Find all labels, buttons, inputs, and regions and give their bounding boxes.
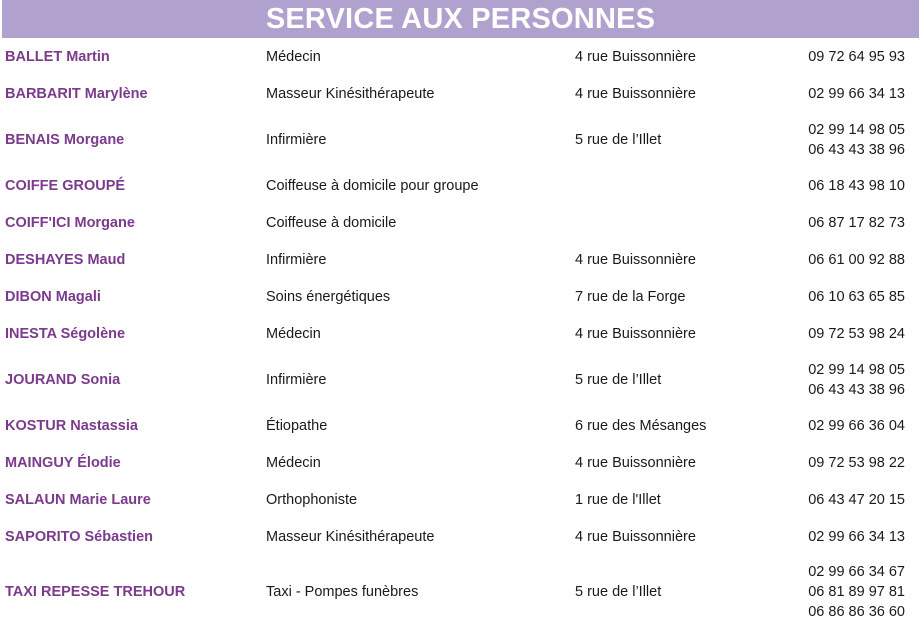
contact-address: 4 rue Buissonnière — [575, 85, 696, 102]
directory-row — [0, 352, 923, 407]
contact-profession: Médecin — [266, 454, 321, 471]
contact-profession: Soins énergétiques — [266, 288, 391, 305]
phone-number: 02 99 14 98 05 — [808, 361, 905, 378]
contact-phones — [808, 112, 905, 167]
contact-name: BENAIS Morgane — [5, 131, 125, 148]
contact-name: BALLET Martin — [5, 48, 110, 65]
contact-profession: Orthophoniste — [266, 491, 358, 508]
contact-profession: Médecin — [266, 325, 321, 342]
contact-profession: Infirmière — [266, 251, 327, 268]
directory-row — [0, 407, 923, 444]
contact-address: 5 rue de l’Illet — [575, 584, 662, 600]
contact-phones — [808, 407, 905, 444]
contact-address: 4 rue Buissonnière — [575, 454, 696, 471]
contact-phones — [808, 204, 905, 241]
directory-row — [0, 278, 923, 315]
phone-number: 06 43 47 20 15 — [808, 491, 905, 508]
directory-row — [0, 167, 923, 204]
phone-number: 06 18 43 98 10 — [808, 177, 905, 194]
contact-phones — [808, 241, 905, 278]
phone-number: 09 72 53 98 24 — [808, 325, 905, 342]
contact-phones — [808, 555, 905, 629]
contact-name: TAXI REPESSE TREHOUR — [5, 584, 186, 600]
contact-address: 4 rue Buissonnière — [575, 251, 696, 268]
contact-name: BARBARIT Marylène — [5, 85, 148, 102]
contact-profession: Coiffeuse à domicile — [266, 214, 397, 231]
contact-phones — [808, 75, 905, 112]
phone-number: 06 81 89 97 81 — [808, 584, 905, 600]
contact-address: 6 rue des Mésanges — [575, 417, 707, 434]
contact-address: 4 rue Buissonnière — [575, 325, 696, 342]
phone-number: 09 72 53 98 22 — [808, 454, 905, 471]
directory-row — [0, 75, 923, 112]
phone-number: 02 99 66 34 67 — [808, 564, 905, 580]
contact-name: INESTA Ségolène — [5, 325, 126, 342]
phone-number: 09 72 64 95 93 — [808, 48, 905, 65]
contact-address: 5 rue de l’Illet — [575, 131, 662, 148]
directory-list — [0, 38, 923, 629]
phone-number: 06 43 43 38 96 — [808, 381, 905, 398]
page-title: SERVICE AUX PERSONNES — [2, 0, 919, 38]
directory-row — [0, 204, 923, 241]
contact-name: DIBON Magali — [5, 288, 101, 305]
phone-number: 02 99 66 34 13 — [808, 528, 905, 545]
contact-address: 1 rue de l'Illet — [575, 491, 661, 508]
phone-number: 06 86 86 36 60 — [808, 604, 905, 620]
contact-name: SALAUN Marie Laure — [5, 491, 151, 508]
contact-phones — [808, 444, 905, 481]
contact-name: COIFFE GROUPÉ — [5, 177, 126, 194]
contact-profession: Infirmière — [266, 131, 327, 148]
directory-row — [0, 112, 923, 167]
directory-row — [0, 315, 923, 352]
phone-number: 06 61 00 92 88 — [808, 251, 905, 268]
contact-profession: Coiffeuse à domicile pour groupe — [266, 177, 479, 194]
directory-row — [0, 518, 923, 555]
contact-address: 7 rue de la Forge — [575, 288, 686, 305]
contact-name: DESHAYES Maud — [5, 251, 126, 268]
phone-number: 06 10 63 65 85 — [808, 288, 905, 305]
phone-number: 02 99 66 34 13 — [808, 85, 905, 102]
contact-name: SAPORITO Sébastien — [5, 528, 153, 545]
directory-row — [0, 241, 923, 278]
phone-number: 06 87 17 82 73 — [808, 214, 905, 231]
directory-row — [0, 481, 923, 518]
contact-profession: Masseur Kinésithérapeute — [266, 85, 435, 102]
contact-phones — [808, 352, 905, 407]
phone-number: 06 43 43 38 96 — [808, 141, 905, 158]
contact-address: 4 rue Buissonnière — [575, 48, 696, 65]
contact-profession: Taxi - Pompes funèbres — [266, 584, 419, 600]
contact-phones — [808, 278, 905, 315]
contact-profession: Étiopathe — [266, 417, 328, 434]
directory-row — [0, 38, 923, 75]
contact-profession: Masseur Kinésithérapeute — [266, 528, 435, 545]
contact-phones — [808, 518, 905, 555]
phone-number: 02 99 66 36 04 — [808, 417, 905, 434]
contact-name: KOSTUR Nastassia — [5, 417, 138, 434]
directory-row — [0, 555, 923, 629]
contact-phones — [808, 38, 905, 75]
contact-name: COIFF'ICI Morgane — [5, 214, 135, 231]
directory-row — [0, 444, 923, 481]
contact-phones — [808, 167, 905, 204]
contact-address: 4 rue Buissonnière — [575, 528, 696, 545]
phone-number: 02 99 14 98 05 — [808, 121, 905, 138]
contact-name: MAINGUY Élodie — [5, 454, 121, 471]
contact-address: 5 rue de l’Illet — [575, 371, 662, 388]
contact-phones — [808, 315, 905, 352]
contact-profession: Médecin — [266, 48, 321, 65]
contact-phones — [808, 481, 905, 518]
contact-name: JOURAND Sonia — [5, 371, 121, 388]
contact-profession: Infirmière — [266, 371, 327, 388]
